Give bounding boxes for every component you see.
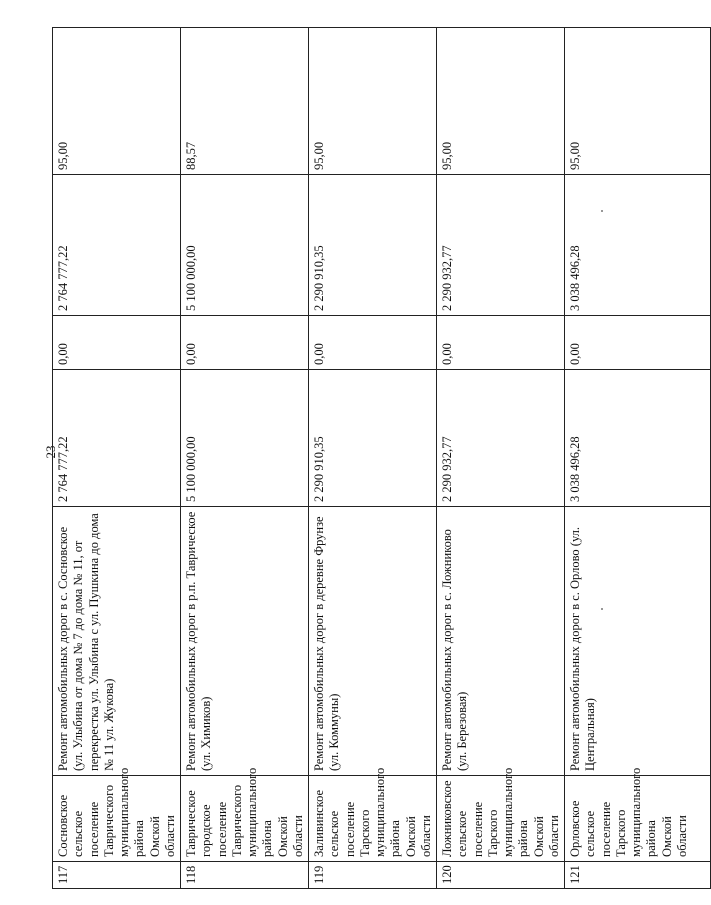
settlement-cell: Заливинское сельское поселение Тарского муниципального района Омской области xyxy=(309,776,437,862)
amount-total-cell: 2 290 932,77 xyxy=(437,370,565,507)
amount-local-cell: 0,00 xyxy=(53,316,181,370)
amount-subsidy-cell: 2 290 932,77 xyxy=(437,175,565,316)
amount-total-cell: 2 290 910,35 xyxy=(309,370,437,507)
table-row xyxy=(437,28,565,889)
amount-local-cell: 0,00 xyxy=(309,316,437,370)
row-number-cell: 118 xyxy=(181,862,309,889)
percent-cell: 95,00 xyxy=(53,28,181,175)
settlement-cell: Таврическое городское поселение Таврического муниципального района Омской области xyxy=(181,776,309,862)
row-number-cell: 119 xyxy=(309,862,437,889)
scan-speck xyxy=(601,608,603,610)
percent-cell: 95,00 xyxy=(565,28,711,175)
work-description-cell: Ремонт автомобильных дорог в р.п. Таврическое (ул. Химиков) xyxy=(181,507,309,776)
amount-local-cell: 0,00 xyxy=(181,316,309,370)
table-row xyxy=(565,28,711,889)
amount-subsidy-cell: 5 100 000,00 xyxy=(181,175,309,316)
amount-subsidy-cell: 2 290 910,35 xyxy=(309,175,437,316)
table-row xyxy=(181,28,309,889)
row-number-cell: 117 xyxy=(53,862,181,889)
document-table xyxy=(52,27,711,889)
scan-speck xyxy=(601,210,603,212)
settlement-cell: Сосновское сельское поселение Таврического муниципального района Омской области xyxy=(53,776,181,862)
work-description-cell: Ремонт автомобильных дорог в с. Орлово (ул. Центральная) xyxy=(565,507,711,776)
table-row xyxy=(309,28,437,889)
settlement-cell: Орловское сельское поселение Тарского муниципального района Омской области xyxy=(565,776,711,862)
table-wrapper xyxy=(52,28,689,889)
percent-cell: 95,00 xyxy=(309,28,437,175)
amount-total-cell: 2 764 777,22 xyxy=(53,370,181,507)
amount-local-cell: 0,00 xyxy=(565,316,711,370)
percent-cell: 95,00 xyxy=(437,28,565,175)
percent-cell: 88,57 xyxy=(181,28,309,175)
settlement-cell: Ложниковское сельское поселение Тарского муниципального района Омской области xyxy=(437,776,565,862)
rotated-table-container xyxy=(52,28,689,889)
table-row xyxy=(53,28,181,889)
amount-local-cell: 0,00 xyxy=(437,316,565,370)
amount-subsidy-cell: 2 764 777,22 xyxy=(53,175,181,316)
amount-total-cell: 5 100 000,00 xyxy=(181,370,309,507)
amount-subsidy-cell: 3 038 496,28 xyxy=(565,175,711,316)
amount-total-cell: 3 038 496,28 xyxy=(565,370,711,507)
row-number-cell: 121 xyxy=(565,862,711,889)
work-description-cell: Ремонт автомобильных дорог в деревне Фрунзе (ул. Коммуны) xyxy=(309,507,437,776)
page-number: 23 xyxy=(43,445,58,459)
work-description-cell: Ремонт автомобильных дорог в с. Сосновское (ул. Улыбина от дома № 7 до дома № 11, от перекрестка ул. Улыбина с ул. Пушкина до дома № 11 ул. Жукова) xyxy=(53,507,181,776)
row-number-cell: 120 xyxy=(437,862,565,889)
work-description-cell: Ремонт автомобильных дорог в с. Ложниково (ул. Березовая) xyxy=(437,507,565,776)
